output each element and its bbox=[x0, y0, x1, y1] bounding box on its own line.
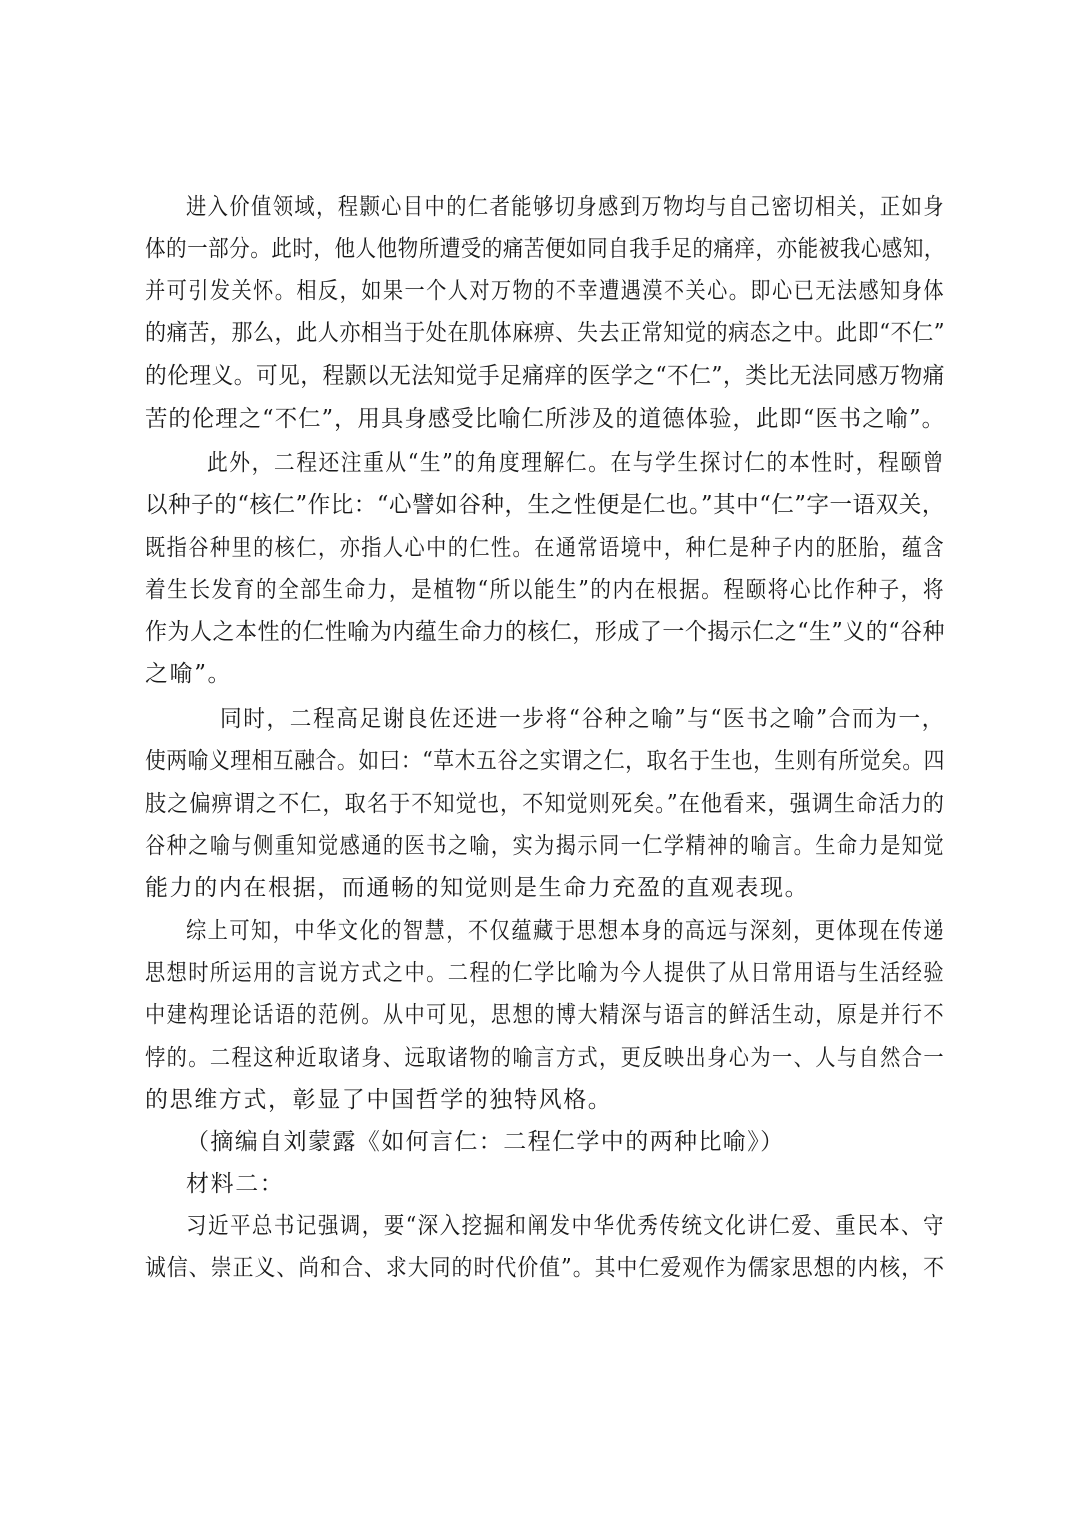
text-line: 使两喻义理相互融合。如曰：“草木五谷之实谓之仁，取名于生也，生则有所觉矣。四 bbox=[145, 748, 945, 774]
text-line: 作为人之本性的仁性喻为内蕴生命力的核仁，形成了一个揭示仁之“生”义的“谷种 bbox=[145, 619, 946, 645]
text-line: 悖的。二程这种近取诸身、远取诸物的喻言方式，更反映出身心为一、人与自然合一 bbox=[145, 1045, 945, 1071]
text-line: 综上可知，中华文化的智慧，不仅蕴藏于思想本身的高远与深刻，更体现在传递 bbox=[186, 918, 945, 944]
text-line: 此外，二程还注重从“生”的角度理解仁。在与学生探讨仁的本性时，程颐曾 bbox=[207, 450, 945, 476]
text-line: 以种子的“核仁”作比：“心譬如谷种，生之性便是仁也。”其中“仁”字一语双关， bbox=[145, 492, 945, 518]
text-line: 的伦理义。可见，程颢以无法知觉手足痛痒的医学之“不仁”，类比无法同感万物痛 bbox=[145, 363, 945, 389]
text-line: 谷种之喻与侧重知觉感通的医书之喻，实为揭示同一仁学精神的喻言。生命力是知觉 bbox=[145, 833, 945, 859]
text-line: 既指谷种里的核仁，亦指人心中的仁性。在通常语境中，种仁是种子内的胚胎，蕴含 bbox=[145, 535, 945, 561]
text-line: 体的一部分。此时，他人他物所遭受的痛苦便如同自我手足的痛痒，亦能被我心感知， bbox=[145, 236, 945, 262]
source-citation: （摘编自刘蒙露《如何言仁：二程仁学中的两种比喻》） bbox=[186, 1129, 785, 1155]
text-line: 同时，二程高足谢良佐还进一步将“谷种之喻”与“医书之喻”合而为一， bbox=[220, 706, 946, 732]
text-line: 苦的伦理之“不仁”，用具身感受比喻仁所涉及的道德体验，此即“医书之喻”。 bbox=[145, 406, 946, 432]
text-line: 进入价值领域，程颢心目中的仁者能够切身感到万物均与自己密切相关，正如身 bbox=[186, 194, 945, 220]
text-line: 习近平总书记强调，要“深入挖掘和阐发中华优秀传统文化讲仁爱、重民本、守 bbox=[186, 1213, 946, 1239]
material-heading: 材料二： bbox=[186, 1171, 285, 1197]
text-line: 并可引发关怀。相反，如果一个人对万物的不幸遭遇漠不关心。即心已无法感知身体 bbox=[145, 278, 945, 304]
text-line: 诚信、崇正义、尚和合、求大同的时代价值”。其中仁爱观作为儒家思想的内核，不 bbox=[145, 1255, 945, 1281]
text-line: 着生长发育的全部生命力，是植物“所以能生”的内在根据。程颐将心比作种子，将 bbox=[145, 577, 946, 603]
text-line: 的痛苦，那么，此人亦相当于处在肌体麻痹、失去正常知觉的病态之中。此即“不仁” bbox=[145, 320, 946, 346]
text-line: 能力的内在根据，而通畅的知觉则是生命力充盈的直观表现。 bbox=[145, 875, 810, 901]
text-line: 之喻”。 bbox=[145, 661, 233, 687]
text-line: 中建构理论话语的范例。从中可见，思想的博大精深与语言的鲜活生动，原是并行不 bbox=[145, 1002, 945, 1028]
text-line: 的思维方式，彰显了中国哲学的独特风格。 bbox=[145, 1087, 613, 1113]
text-line: 肢之偏痹谓之不仁，取名于不知觉也，不知觉则死矣。”在他看来，强调生命活力的 bbox=[145, 791, 945, 817]
text-line: 思想时所运用的言说方式之中。二程的仁学比喻为今人提供了从日常用语与生活经验 bbox=[145, 960, 945, 986]
